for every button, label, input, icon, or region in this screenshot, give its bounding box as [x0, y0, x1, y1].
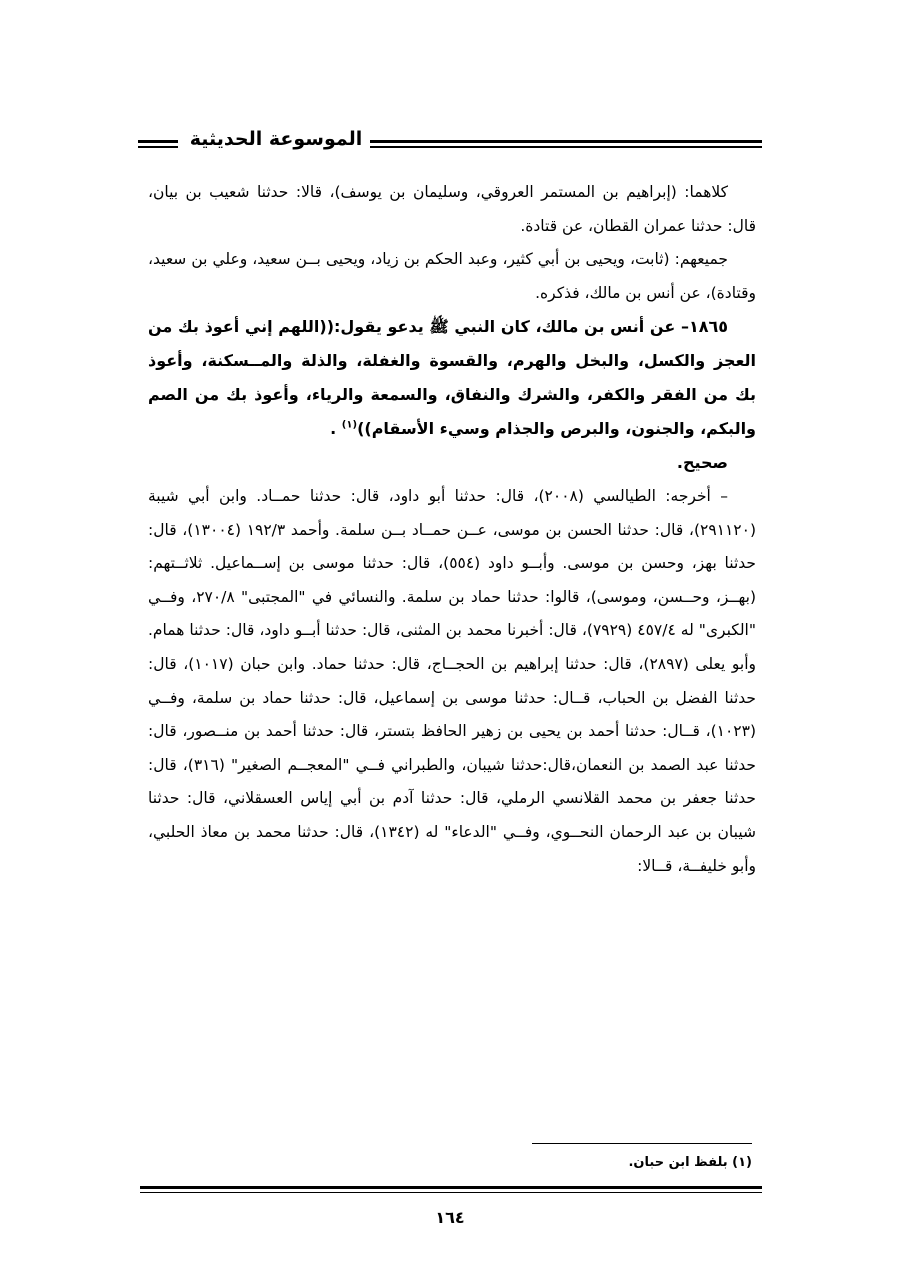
header-rule-right: [370, 140, 762, 148]
hadith-number: ١٨٦٥: [688, 317, 728, 337]
bottom-rule: [140, 1186, 762, 1193]
paragraph-chain-1: كلاهما: (إبراهيم بن المستمر العروقي، وسليمان بن يوسف)، قالا: حدثنا شعيب بن بيان، قال: حدثنا عمران القطان، عن قتادة.: [148, 183, 756, 235]
header-title: الموسوعة الحديثية: [189, 128, 363, 150]
hadith-text: – عن أنس بن مالك، كان النبي ﷺ يدعو يقول:((اللهم إني أعوذ بك من العجز والكسل، والبخل والهرم، والقسوة والغفلة، والذلة والمــسكنة، وأعوذ بك من الفقر والكفر، والشرك والنفاق، والسمعة والرياء، وأعوذ بك من الصم والبكم، والجنون، والبرص والجذام وسيء الأسقام)): [148, 317, 756, 439]
footnote-ref: (١): [341, 420, 358, 432]
footnote-separator: [532, 1143, 752, 1144]
grading-label: صحيح.: [676, 453, 728, 473]
hadith-paragraph: [148, 310, 756, 446]
hadith-tail: .: [330, 419, 342, 439]
takhrij-paragraph: – أخرجه: الطيالسي (٢٠٠٨)، قال: حدثنا أبو داود، قال: حدثنا حمــاد. وابن أبي شيبة (٢٩١١٢٠)، قال: حدثنا الحسن بن موسى، عــن حمــاد بــن سلمة. وأحمد ١٩٢/٣ (١٣٠٠٤)، قال: حدثنا بهز، وحسن بن موسى. وأبــو داود (٥٥٤)، قال: حدثنا موسى بن إســماعيل. ثلاثــتهم: (بهــز، وحــسن، وموسى)، قالوا: حدثنا حماد بن سلمة. والنسائي في "المجتبى" ٢٧٠/٨، وفــي "الكبرى" له ٤٥٧/٤ (٧٩٢٩)، قال: أخبرنا محمد بن المثنى، قال: حدثنا أبــو داود، قال: حدثنا همام. وأبو يعلى (٢٨٩٧)، قال: حدثنا إبراهيم بن الحجــاج، قال: حدثنا حماد. وابن حبان (١٠١٧)، قال: حدثنا الفضل بن الحباب، قــال: حدثنا موسى بن إسماعيل، قال: حدثنا حماد بن سلمة، وفــي (١٠٢٣)، قــال: حدثنا أحمد بن يحيى بن زهير الحافظ بتستر، قال: حدثنا أحمد بن منــصور، قال: حدثنا عبد الصمد بن النعمان،قال:حدثنا شيبان، والطبراني فــي "المعجــم الصغير" (٣١٦)، قال: حدثنا جعفر بن محمد القلانسي الرملي، قال: حدثنا آدم بن أبي إياس العسقلاني، قال: حدثنا شيبان بن عبد الرحمان النحــوي، وفــي "الدعاء" له (١٣٤٢)، قال: حدثنا محمد بن معاذ الحلبي، وأبو خليفــة، قــالا:: [148, 486, 757, 875]
page-number: ١٦٤: [435, 1208, 465, 1227]
running-header: [138, 126, 762, 166]
paragraph-chain-2: جميعهم: (ثابت، ويحيى بن أبي كثير، وعبد الحكم بن زياد، ويحيى بــن سعيد، وعلي بن سعيد، وقتادة)، عن أنس بن مالك، فذكره.: [148, 250, 756, 302]
header-rule-left: [138, 140, 178, 148]
main-text: [148, 176, 756, 883]
footnote-text: (١) بلفظ ابن حبان.: [628, 1155, 752, 1170]
